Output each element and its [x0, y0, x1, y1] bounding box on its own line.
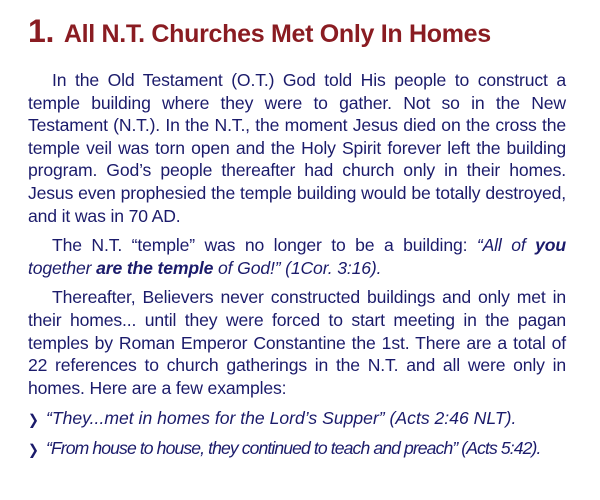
paragraph-old-testament: In the Old Testament (O.T.) God told His people to construct a temple building where they were to gather. Not so in the New Testament (N.T.). In the N.T., the moment Jesus died on the cross the temple veil was torn open and the Holy Spirit forever left the building program. God’s people thereafter had church only in their homes. Jesus even prophesied the temple building would be totally destroyed, and it was in 70 AD.	[28, 70, 566, 226]
list-item	[28, 437, 566, 461]
bullet-citation: (Acts 5:42).	[457, 438, 541, 459]
bullet-text	[46, 407, 516, 429]
paragraph-intro: The N.T. “temple” was no longer to be a building:	[52, 235, 477, 256]
bullet-text	[46, 437, 540, 459]
section-title: All N.T. Churches Met Only In Homes	[63, 20, 491, 48]
section-heading	[28, 14, 566, 51]
bullet-quote: “From house to house, they continued to teach and preach”	[46, 438, 458, 459]
chevron-right-icon: ❯	[28, 411, 39, 429]
quote-emphasis: are the temple	[96, 257, 214, 278]
bullet-quote: “They...met in homes for the Lord’s Supper”	[46, 408, 385, 429]
quote-text: “All of	[476, 235, 536, 256]
quote-text: of God!”	[213, 257, 281, 278]
chevron-right-icon: ❯	[28, 441, 38, 459]
examples-list	[28, 407, 566, 461]
list-item	[28, 407, 566, 431]
quote-emphasis: you	[535, 235, 566, 256]
section-number: 1.	[28, 13, 55, 49]
scripture-citation: (1Cor. 3:16).	[280, 257, 382, 278]
bullet-citation: (Acts 2:46 NLT).	[384, 408, 517, 429]
paragraph-thereafter: Thereafter, Believers never constructed buildings and only met in their homes... until they were forced to start meeting in the pagan temples by Roman Emperor Constantine the 1st. There are a total of 22 references to church gatherings in the N.T. and all were only in homes. Here are a few examples:	[28, 287, 566, 398]
document-page	[28, 14, 566, 467]
quote-text: together	[28, 257, 97, 278]
paragraph-temple-quote	[28, 234, 566, 279]
